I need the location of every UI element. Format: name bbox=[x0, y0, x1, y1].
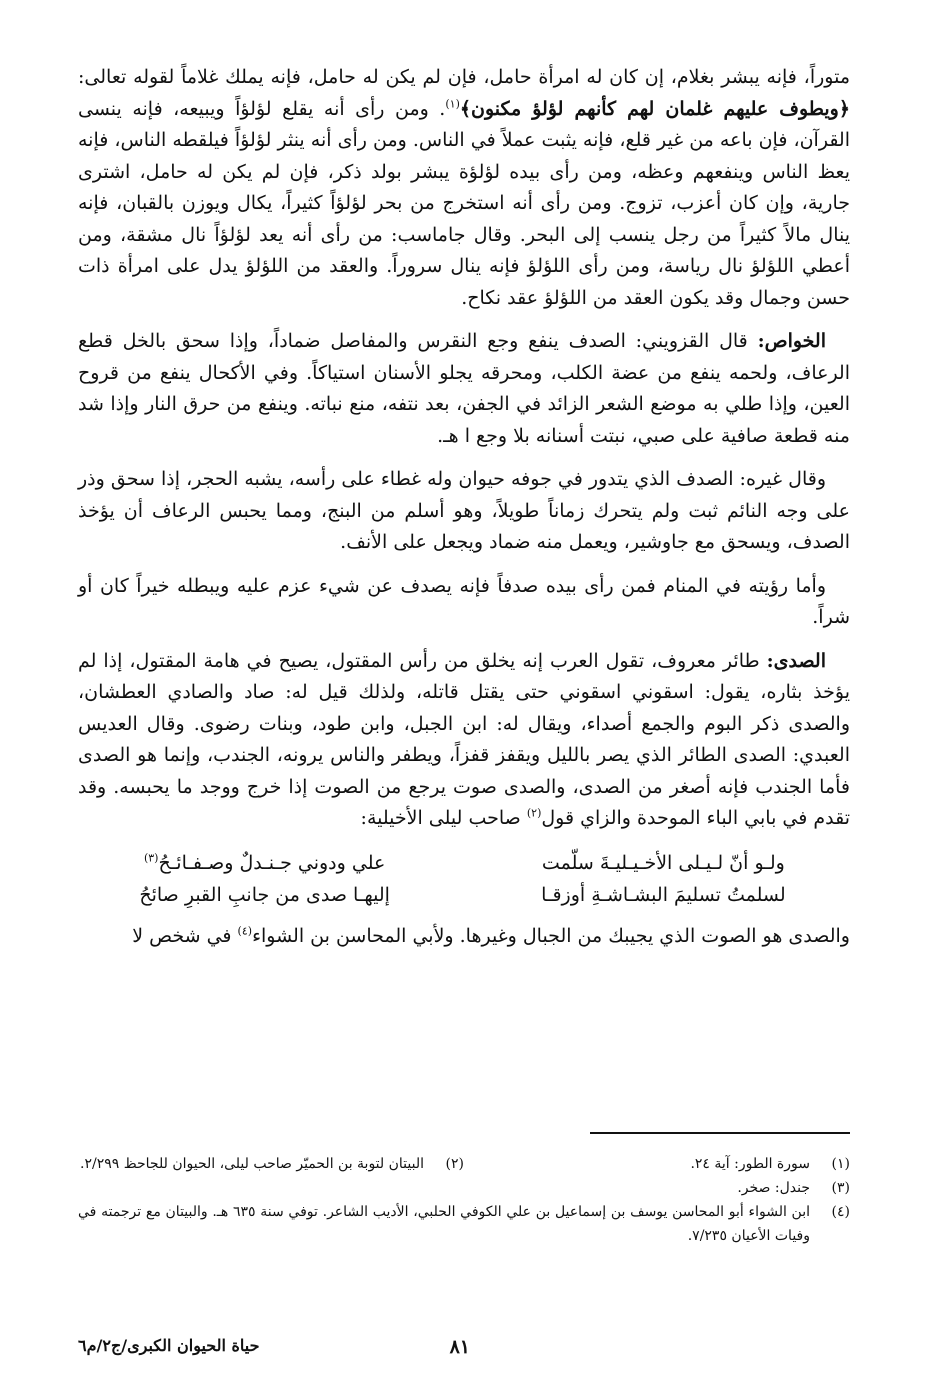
page-number: ٨١ bbox=[449, 1336, 470, 1358]
paragraph-echo bbox=[78, 921, 850, 953]
paragraph-shell-dream bbox=[78, 571, 850, 634]
footnote-number: (٤) bbox=[831, 1204, 850, 1220]
footnote-ref: (٣) bbox=[143, 851, 159, 865]
quran-verse: ﴿ويطوف عليهم غلمان لهم كأنهم لؤلؤ مكنون﴾ bbox=[459, 97, 850, 120]
poem-verse bbox=[108, 847, 820, 879]
footnote-4 bbox=[78, 1200, 850, 1248]
paragraph-pearl-dreams bbox=[78, 62, 850, 314]
poem-verse bbox=[108, 879, 820, 911]
running-title: حياة الحيوان الكبرى/ج٢/م٦ bbox=[78, 1336, 260, 1355]
footnote-text: ابن الشواء أبو المحاسن يوسف بن إسماعيل بن علي الكوفي الحلبي، الأديب الشاعر. توفي سنة ٦٣٥ هـ. والبيتان مع ترجمته في وفيات الأعيان ٧/٢٣٥. bbox=[78, 1204, 810, 1244]
paragraph-text: طائر معروف، تقول العرب إنه يخلق من رأس المقتول، يصيح في هامة المقتول، إذا لم يؤخذ بثاره، يقول: اسقوني اسقوني حتى يقتل قاتله، ولذلك قيل له: صاد والصادي العطشان، والصدى ذكر البوم والجمع أصداء، ويقال له: ابن الجبل، وابن طود، وبنات رضوى. وقال العديس العبدي: الصدى الطائر الذي يصر بالليل ويقفز قفزاً، ويطفر والناس يرونه، الجندب، وإنما هو الصدى فأما الجندب فإنه أصغر من الصدى، والصدى صوت يرجع من الصوت إذا خرج ووجد ما يحبسه. وقد تقدم في بابي الباء الموحدة والزاي قول bbox=[78, 649, 851, 829]
footnote-ref: (١) bbox=[445, 97, 460, 111]
verse-first-half: لسلمتُ تسليمَ البشـاشـةِ أوزقـا bbox=[541, 883, 786, 906]
verse-second-half: إليهـا صدى من جانبِ القبرِ صائحُ bbox=[139, 883, 390, 906]
footnote-ref: (٢) bbox=[526, 806, 542, 820]
footnote-text: البيتان لتوبة بن الحميّر صاحب ليلى، الحيوان للجاحظ ٢/٢٩٩. bbox=[80, 1156, 424, 1172]
poem bbox=[108, 847, 820, 911]
footnote-3 bbox=[78, 1176, 850, 1200]
page-footer bbox=[78, 1336, 850, 1366]
main-text bbox=[78, 62, 850, 964]
footnote-number: (٣) bbox=[831, 1180, 850, 1196]
paragraph-shell bbox=[78, 464, 850, 559]
paragraph-text: صاحب ليلى الأخيلية: bbox=[360, 807, 527, 829]
verse-second-half bbox=[108, 847, 421, 879]
entry-heading: الصدى: bbox=[766, 649, 826, 672]
paragraph-text: . ومن رأى أنه يقلع لؤلؤاً ويبيعه، فإنه ينسى القرآن، فإن باعه من غير قلع، فإنه يثبت عملاً في الناس. ومن رأى أنه ينثر لؤلؤاً فيلقطه الناس، فإنه يعظ الناس وينفعهم وعظه، ومن رأى بيده لؤلؤة يبشر بولد ذكر، فإن لم يكن له حامل، اشترى جارية، وإن كان أعزب، تزوج. ومن رأى أنه استخرج من بحر لؤلؤاً كثيراً، يكال ويوزن بالقبان، فإنه ينال مالاً كثيراً من رجل ينسب إلى البحر. وقال جاماسب: من رأى أنه يعد لؤلؤاً نال مشقة، ومن أعطي اللؤلؤ نال رياسة، ومن رأى اللؤلؤ فإنه ينال سروراً. والعقد من اللؤلؤ يدل على امرأة ذات حسن وجمال وقد يكون العقد من اللؤلؤ عقد نكاح. bbox=[78, 97, 850, 309]
footnote-1 bbox=[464, 1152, 850, 1176]
section-lead: الخواص: bbox=[757, 330, 826, 352]
verse-first-half: ولـو أنّ لـيـلى الأخـيـليـةَ سلّمت bbox=[541, 851, 785, 874]
footnote-row bbox=[78, 1152, 850, 1176]
footnote-number: (٢) bbox=[445, 1156, 464, 1172]
footnote-ref: (٤) bbox=[237, 924, 253, 938]
footnote-text: جندل: صخر. bbox=[737, 1180, 810, 1196]
paragraph-text: وأما رؤيته في المنام فمن رأى بيده صدفاً فإنه يصدف عن شيء عزم عليه ويبطله خيراً كان أو شراً. bbox=[78, 574, 850, 628]
footnote-number: (١) bbox=[831, 1156, 850, 1172]
verse-text: علي ودوني جـنـدلٌ وصـفـائـحُ bbox=[158, 851, 386, 874]
paragraph-properties bbox=[78, 326, 850, 452]
footnote-2 bbox=[78, 1152, 464, 1176]
footnotes bbox=[78, 1152, 850, 1248]
paragraph-text: في شخص لا bbox=[132, 924, 238, 947]
paragraph-text: قال القزويني: الصدف ينفع وجع النقرس والمفاصل ضماداً، وإذا سحق بالخل قطع الرعاف، ولحمه ينفع من عضة الكلب، ومحرقه يجلو الأسنان استياكاً. وفي الأكحال ينفع من قروح العين، وإذا طلي به موضع الشعر الزائد في الجفن، بعد نتفه، منع نباته. وينفع من حرق النار وإذا شد منه قطعة صافية على صبي، نبتت أسنانه بلا وجع ا هـ. bbox=[78, 330, 850, 447]
paragraph-text: متوراً، فإنه يبشر بغلام، إن كان له امرأة حامل، فإن لم يكن له حامل، فإنه يملك غلاماً لقوله تعالى: bbox=[78, 66, 850, 88]
footnote-text: سورة الطور: آية ٢٤. bbox=[690, 1156, 810, 1172]
paragraph-text: والصدى هو الصوت الذي يجيبك من الجبال وغيرها. ولأبي المحاسن بن الشواء bbox=[252, 924, 850, 947]
footnote-divider bbox=[590, 1132, 850, 1134]
paragraph-text: وقال غيره: الصدف الذي يتدور في جوفه حيوان وله غطاء على رأسه، يشبه الحجر، إذا سحق وذر على وجه النائم ثبت ولم يتحرك زماناً طويلاً، وهو أسلم من البنج، ومما يحبس الرعاف أن يؤخذ الصدف، ويسحق مع جاوشير، ويعمل منه ضماد ويجعل على الأنف. bbox=[78, 468, 850, 553]
paragraph-sada-entry bbox=[78, 646, 850, 835]
